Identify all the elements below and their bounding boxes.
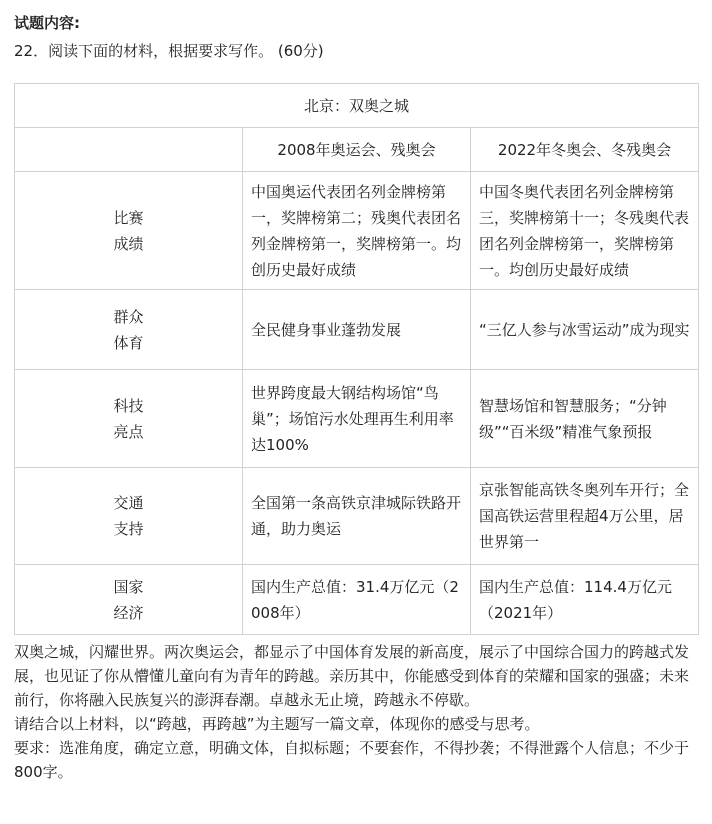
category-line: 亮点 xyxy=(113,422,144,441)
category-line: 成绩 xyxy=(113,234,144,253)
category-line: 科技 xyxy=(113,396,144,415)
header-2008: 2008年奥运会、残奥会 xyxy=(243,128,471,172)
row-category xyxy=(15,172,243,290)
category-line: 交通 xyxy=(113,494,144,512)
category-line: 支持 xyxy=(113,520,144,538)
row-category xyxy=(15,290,243,370)
category-line: 经济 xyxy=(113,603,144,622)
cell-2022: 智慧场馆和智慧服务；“分钟级”“百米级”精准气象预报 xyxy=(471,370,699,468)
cell-2022: “三亿人参与冰雪运动”成为现实 xyxy=(471,290,699,370)
table-title-row xyxy=(15,84,699,128)
category-line: 群众 xyxy=(113,307,144,326)
cell-2008: 世界跨度最大钢结构场馆“鸟巢”；场馆污水处理再生利用率达100% xyxy=(243,370,471,468)
cell-2022: 京张智能高铁冬奥列车开行；全国高铁运营里程超4万公里，居世界第一 xyxy=(471,468,699,565)
table-row xyxy=(15,172,699,290)
category-line: 比赛 xyxy=(113,208,144,227)
table-header-row xyxy=(15,128,699,172)
cell-2008: 全国第一条高铁京津城际铁路开通，助力奥运 xyxy=(243,468,471,565)
section-heading: 试题内容: xyxy=(14,14,80,32)
table-title: 北京：双奥之城 xyxy=(15,84,699,128)
header-2022: 2022年冬奥会、冬残奥会 xyxy=(471,128,699,172)
row-category xyxy=(15,468,243,565)
row-category xyxy=(15,370,243,468)
writing-requirements: 要求：选准角度，确定立意，明确文体，自拟标题；不要套作，不得抄袭；不得泄露个人信息；不少于800字。 xyxy=(14,739,690,781)
table-row xyxy=(15,468,699,565)
header-empty-cell xyxy=(15,128,243,172)
cell-2008: 国内生产总值：31.4万亿元（2008年） xyxy=(243,565,471,635)
material-passage xyxy=(14,640,698,784)
passage-paragraph: 双奥之城，闪耀世界。两次奥运会，都显示了中国体育发展的新高度，展示了中国综合国力的跨越式发展，也见证了你从懵懂儿童向有为青年的跨越。亲历其中，你能感受到体育的荣耀和国家的强盛；未来前行，你将融入民族复兴的澎湃春潮。卓越永无止境，跨越永不停歇。 xyxy=(14,643,690,709)
row-category xyxy=(15,565,243,635)
table-row xyxy=(15,290,699,370)
table-row xyxy=(15,370,699,468)
writing-task: 请结合以上材料，以“跨越，再跨越”为主题写一篇文章，体现你的感受与思考。 xyxy=(14,715,540,733)
question-prompt: 22．阅读下面的材料，根据要求写作。 (60分) xyxy=(14,42,324,60)
material-table xyxy=(14,83,699,635)
cell-2008: 全民健身事业蓬勃发展 xyxy=(243,290,471,370)
category-line: 体育 xyxy=(113,333,144,352)
cell-2008: 中国奥运代表团名列金牌榜第一，奖牌榜第二；残奥代表团名列金牌榜第一，奖牌榜第一。均创历史最好成绩 xyxy=(243,172,471,290)
cell-2022: 中国冬奥代表团名列金牌榜第三，奖牌榜第十一；冬残奥代表团名列金牌榜第一，奖牌榜第一。均创历史最好成绩 xyxy=(471,172,699,290)
table-row xyxy=(15,565,699,635)
cell-2022: 国内生产总值：114.4万亿元（2021年） xyxy=(471,565,699,635)
category-line: 国家 xyxy=(113,577,144,596)
